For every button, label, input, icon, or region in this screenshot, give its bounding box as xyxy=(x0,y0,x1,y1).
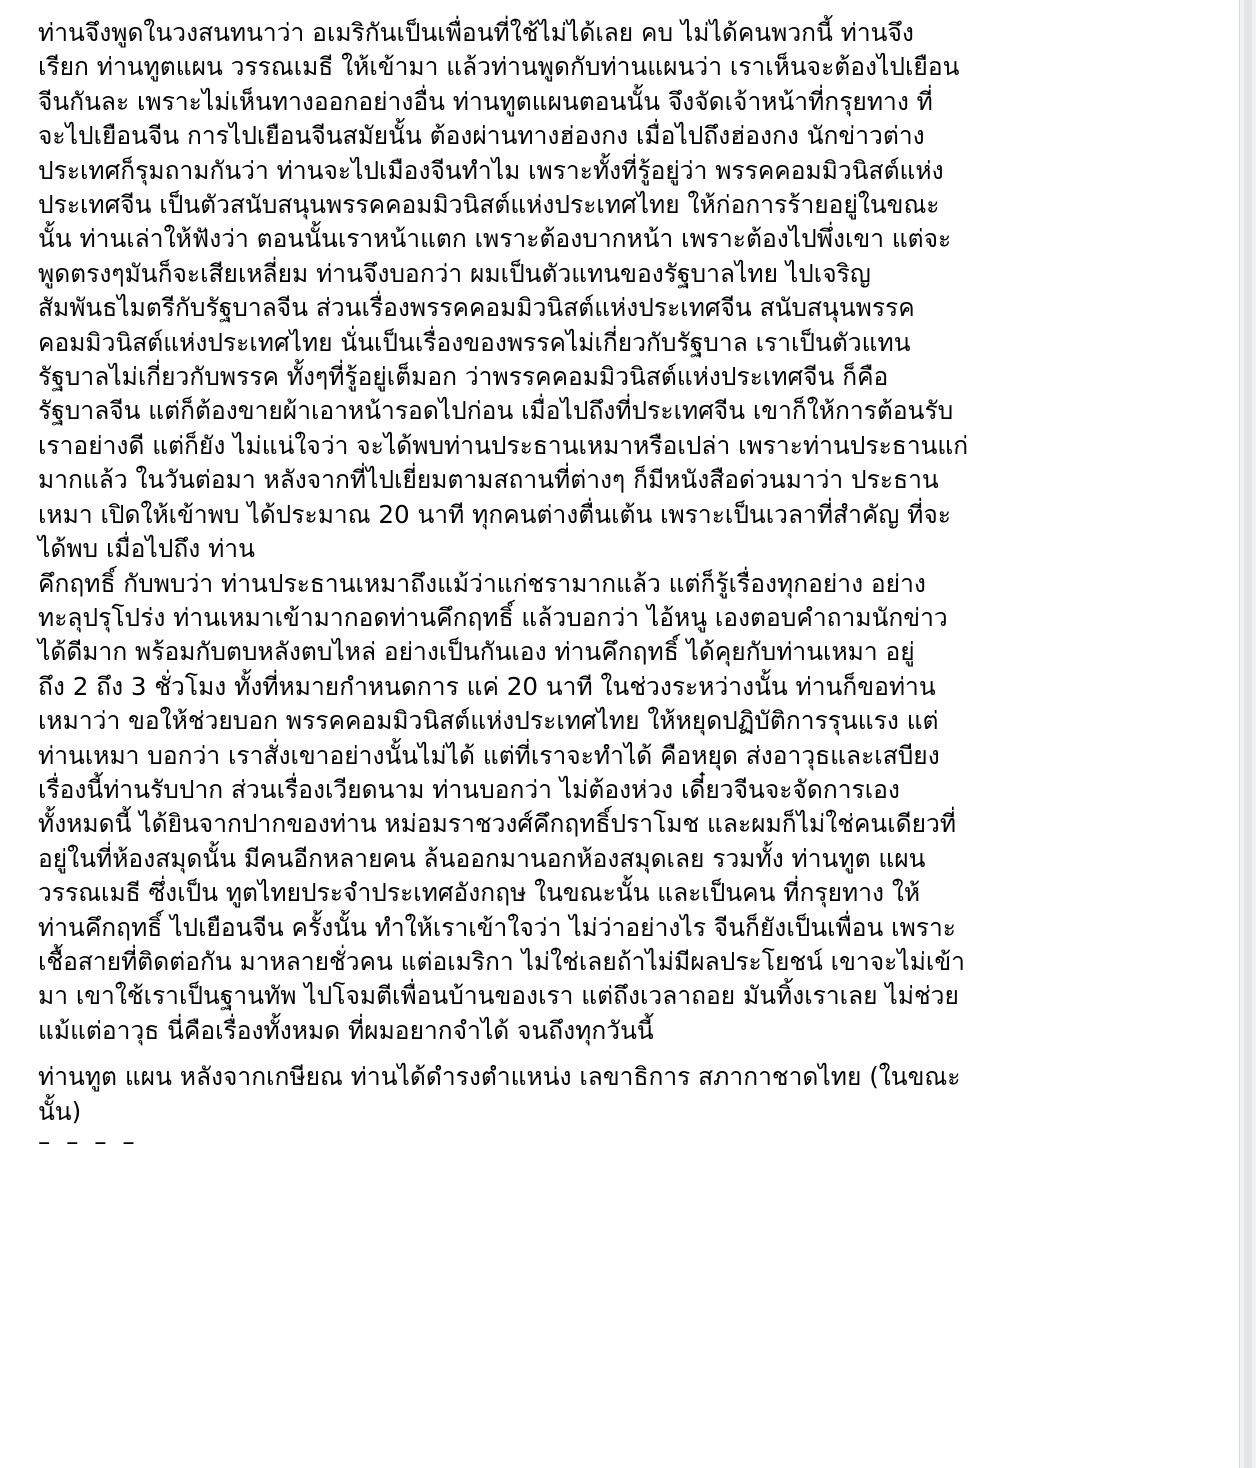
text-line: เชื้อสายที่ติดต่อกัน มาหลายชั่วคน แต่อเมริกา ไม่ใช่เลยถ้าไม่มีผลประโยชน์ เขาจะไม่เข้า xyxy=(38,946,965,976)
text-line: เรียก ท่านทูตแผน วรรณเมธี ให้เข้ามา แล้วท่านพูดกับท่านแผนว่า เราเห็นจะต้องไปเยือน xyxy=(38,52,960,82)
separator-dashes: – – – – xyxy=(38,1127,139,1156)
text-line: ท่านทูต แผน หลังจากเกษียณ ท่านได้ดำรงตำแหน่ง เลขาธิการ สภากาชาดไทย (ในขณะ xyxy=(38,1062,961,1092)
text-line: เรื่องนี้ท่านรับปาก ส่วนเรื่องเวียดนาม ท่านบอกว่า ไม่ต้องห่วง เดี๋ยวจีนจะจัดการเอง xyxy=(38,774,900,804)
text-line: มา เขาใช้เราเป็นฐานทัพ ไปโจมตีเพื่อนบ้านของเรา แต่ถึงเวลาถอย มันทิ้งเราเลย ไม่ช่วย xyxy=(38,981,959,1011)
post-text xyxy=(38,16,1210,1155)
text-line: ท่านคึกฤทธิ์ ไปเยือนจีน ครั้งนั้น ทำให้เราเข้าใจว่า ไม่ว่าอย่างไร จีนก็ยังเป็นเพื่อน เพราะ xyxy=(38,912,957,942)
text-line: คอมมิวนิสต์แห่งประเทศไทย นั่นเป็นเรื่องของพรรคไม่เกี่ยวกับรัฐบาล เราเป็นตัวแทน xyxy=(38,327,911,357)
text-line: เหมา เปิดให้เข้าพบ ได้ประมาณ 20 นาที ทุกคนต่างตื่นเต้น เพราะเป็นเวลาที่สำคัญ ที่จะ xyxy=(38,499,951,529)
paragraph-2 xyxy=(38,1060,1210,1155)
text-line: ได้พบ เมื่อไปถึง ท่าน xyxy=(38,534,255,564)
scrollbar-track[interactable] xyxy=(1240,0,1256,1468)
paragraph-1 xyxy=(38,16,1210,1048)
text-line: ประเทศจีน เป็นตัวสนับสนุนพรรคคอมมิวนิสต์แห่งประเทศไทย ให้ก่อการร้ายอยู่ในขณะ xyxy=(38,190,940,220)
text-line: นั้น ท่านเล่าให้ฟังว่า ตอนนั้นเราหน้าแตก เพราะต้องบากหน้า เพราะต้องไปพึ่งเขา แต่จะ xyxy=(38,224,952,254)
text-line: ทะลุปรุโปร่ง ท่านเหมาเข้ามากอดท่านคึกฤทธิ์ แล้วบอกว่า ไอ้หนู เองตอบคำถามนักข่าว xyxy=(38,602,948,632)
text-line: อยู่ในที่ห้องสมุดนั้น มีคนอีกหลายคน ล้นออกมานอกห้องสมุดเลย รวมทั้ง ท่านทูต แผน xyxy=(38,843,926,873)
text-line: เราอย่างดี แต่ก็ยัง ไม่แน่ใจว่า จะได้พบท่านประธานเหมาหรือเปล่า เพราะท่านประธานแก่ xyxy=(38,430,969,460)
scrollbar-thumb[interactable] xyxy=(1244,0,1252,1468)
text-line: พูดตรงๆมันก็จะเสียเหลี่ยม ท่านจึงบอกว่า ผมเป็นตัวแทนของรัฐบาลไทย ไปเจริญ xyxy=(38,258,871,288)
text-line: สัมพันธไมตรีกับรัฐบาลจีน ส่วนเรื่องพรรคคอมมิวนิสต์แห่งประเทศจีน สนับสนุนพรรค xyxy=(38,293,915,323)
text-line: ท่านเหมา บอกว่า เราสั่งเขาอย่างนั้นไม่ได้ แต่ที่เราจะทำได้ คือหยุด ส่งอาวุธและเสบียง xyxy=(38,740,940,770)
text-line: จะไปเยือนจีน การไปเยือนจีนสมัยนั้น ต้องผ่านทางฮ่องกง เมื่อไปถึงฮ่องกง นักข่าวต่าง xyxy=(38,121,925,151)
text-line: เหมาว่า ขอให้ช่วยบอก พรรคคอมมิวนิสต์แห่งประเทศไทย ให้หยุดปฏิบัติการรุนแรง แต่ xyxy=(38,706,939,736)
text-line: ถึง 2 ถึง 3 ชั่วโมง ทั้งที่หมายกำหนดการ แค่ 20 นาที ในช่วงระหว่างนั้น ท่านก็ขอท่าน xyxy=(38,671,936,701)
text-line: นั้น) xyxy=(38,1096,82,1126)
text-line: ได้ดีมาก พร้อมกับตบหลังตบไหล่ อย่างเป็นกันเอง ท่านคึกฤทธิ์ ได้คุยกับท่านเหมา อยู่ xyxy=(38,637,915,667)
text-line: รัฐบาลจีน แต่ก็ต้องขายผ้าเอาหน้ารอดไปก่อน เมื่อไปถึงที่ประเทศจีน เขาก็ให้การต้อนรับ xyxy=(38,396,954,426)
text-line: รัฐบาลไม่เกี่ยวกับพรรค ทั้งๆที่รู้อยู่เต็มอก ว่าพรรคคอมมิวนิสต์แห่งประเทศจีน ก็คือ xyxy=(38,362,889,392)
text-line: แม้แต่อาวุธ นี่คือเรื่องทั้งหมด ที่ผมอยากจำได้ จนถึงทุกวันนี้ xyxy=(38,1015,654,1045)
text-line: ประเทศก็รุมถามกันว่า ท่านจะไปเมืองจีนทำไม เพราะทั้งที่รู้อยู่ว่า พรรคคอมมิวนิสต์แห่ง xyxy=(38,155,944,185)
text-line: ท่านจึงพูดในวงสนทนาว่า อเมริกันเป็นเพื่อนที่ใช้ไม่ได้เลย คบ ไม่ได้คนพวกนี้ ท่านจึง xyxy=(38,18,914,47)
text-line: มากแล้ว ในวันต่อมา หลังจากที่ไปเยี่ยมตามสถานที่ต่างๆ ก็มีหนังสือด่วนมาว่า ประธาน xyxy=(38,465,939,495)
text-line: จีนกันละ เพราะไม่เห็นทางออกอย่างอื่น ท่านทูตแผนตอนนั้น จึงจัดเจ้าหน้าที่กรุยทาง ที่ xyxy=(38,86,933,116)
text-line: ทั้งหมดนี้ ได้ยินจากปากของท่าน หม่อมราชวงศ์คึกฤทธิ์ปราโมช และผมก็ไม่ใช่คนเดียวที่ xyxy=(38,809,957,839)
text-line: วรรณเมธี ซึ่งเป็น ทูตไทยประจำประเทศอังกฤษ ในขณะนั้น และเป็นคน ที่กรุยทาง ให้ xyxy=(38,878,921,908)
text-line: คึกฤทธิ์ กับพบว่า ท่านประธานเหมาถึงแม้ว่าแก่ชรามากแล้ว แต่ก็รู้เรื่องทุกอย่าง อย่าง xyxy=(38,568,926,598)
